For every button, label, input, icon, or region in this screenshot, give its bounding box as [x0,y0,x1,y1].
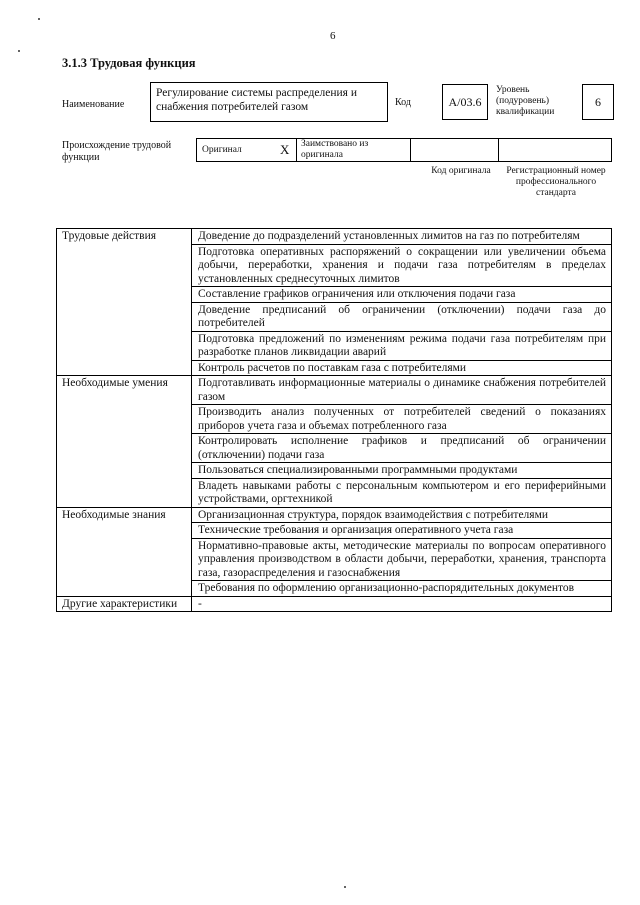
item-cell: Доведение предписаний об ограничении (отключении) подачи газа до потребителей [192,302,612,331]
origin-row [196,138,612,162]
code-value: A/03.6 [448,94,482,109]
function-name-box [150,82,388,122]
code-box [442,84,488,120]
table-row [57,507,612,523]
item-cell: Контроль расчетов по поставкам газа с потребителями [192,360,612,376]
scan-speck [38,18,40,20]
category-cell: Другие характеристики [57,596,192,612]
level-label: Уровень (подуровень) квалификации [496,85,555,117]
category-cell: Необходимые умения [57,376,192,508]
item-cell: Нормативно-правовые акты, методические материалы по вопросам оперативного управления производством в области добычи, переработки, хранения, транспорта газа, газораспределения и газоснабжения [192,538,612,581]
item-cell: Составление графиков ограничения или отключения подачи газа [192,287,612,303]
item-cell: - [192,596,612,612]
item-cell: Доведение до подразделений установленных лимитов на газ по потребителям [192,229,612,245]
borrowed-label: Заимствовано из оригинала [301,139,369,160]
item-cell: Организационная структура, порядок взаимодействия с потребителями [192,507,612,523]
origin-code-cell [411,139,499,161]
category-cell: Необходимые знания [57,507,192,596]
origin-label: Происхождение трудовой функции [62,140,172,163]
page-number: 6 [330,30,336,42]
item-cell: Владеть навыками работы с персональным компьютером и его периферийными устройствами, оргтехникой [192,478,612,507]
origin-borrowed-cell [297,139,411,161]
labor-function-table [56,228,612,612]
item-cell: Подготовка предложений по изменениям режима подачи газа потребителям при разработке планов ликвидации аварий [192,331,612,360]
category-cell: Трудовые действия [57,229,192,376]
item-cell: Пользоваться специализированными программными продуктами [192,463,612,479]
scan-speck [18,50,20,52]
item-cell: Требования по оформлению организационно-распорядительных документов [192,581,612,597]
function-name-value: Регулирование системы распределения и снабжения потребителей газом [156,87,357,113]
code-original-label: Код оригинала [431,166,491,176]
item-cell: Подготовка оперативных распоряжений о сокращении или увеличении объема добычи, переработки, хранения и подачи газа потребителям в пределах установленных среднесуточных лимитов [192,244,612,287]
level-value: 6 [595,94,601,109]
code-label: Код [395,97,411,108]
item-cell: Производить анализ полученных от потребителей сведений о показаниях приборов учета газа и объемах потребленного газа [192,405,612,434]
origin-reg-cell [499,139,611,161]
item-cell: Технические требования и организация оперативного учета газа [192,523,612,539]
table-row [57,376,612,405]
original-label: Оригинал [202,145,242,155]
scan-speck [344,886,346,888]
item-cell: Подготавливать информационные материалы о динамике снабжения потребителей газом [192,376,612,405]
level-box [582,84,614,120]
table-row [57,596,612,612]
name-label: Наименование [62,99,125,110]
reg-number-label: Регистрационный номер профессионального стандарта [506,166,606,198]
original-mark: X [280,142,290,157]
table-row [57,229,612,245]
section-title: 3.1.3 Трудовая функция [62,56,196,70]
item-cell: Контролировать исполнение графиков и предписаний об ограничении (отключении) подачи газа [192,434,612,463]
origin-original-cell [197,139,297,161]
